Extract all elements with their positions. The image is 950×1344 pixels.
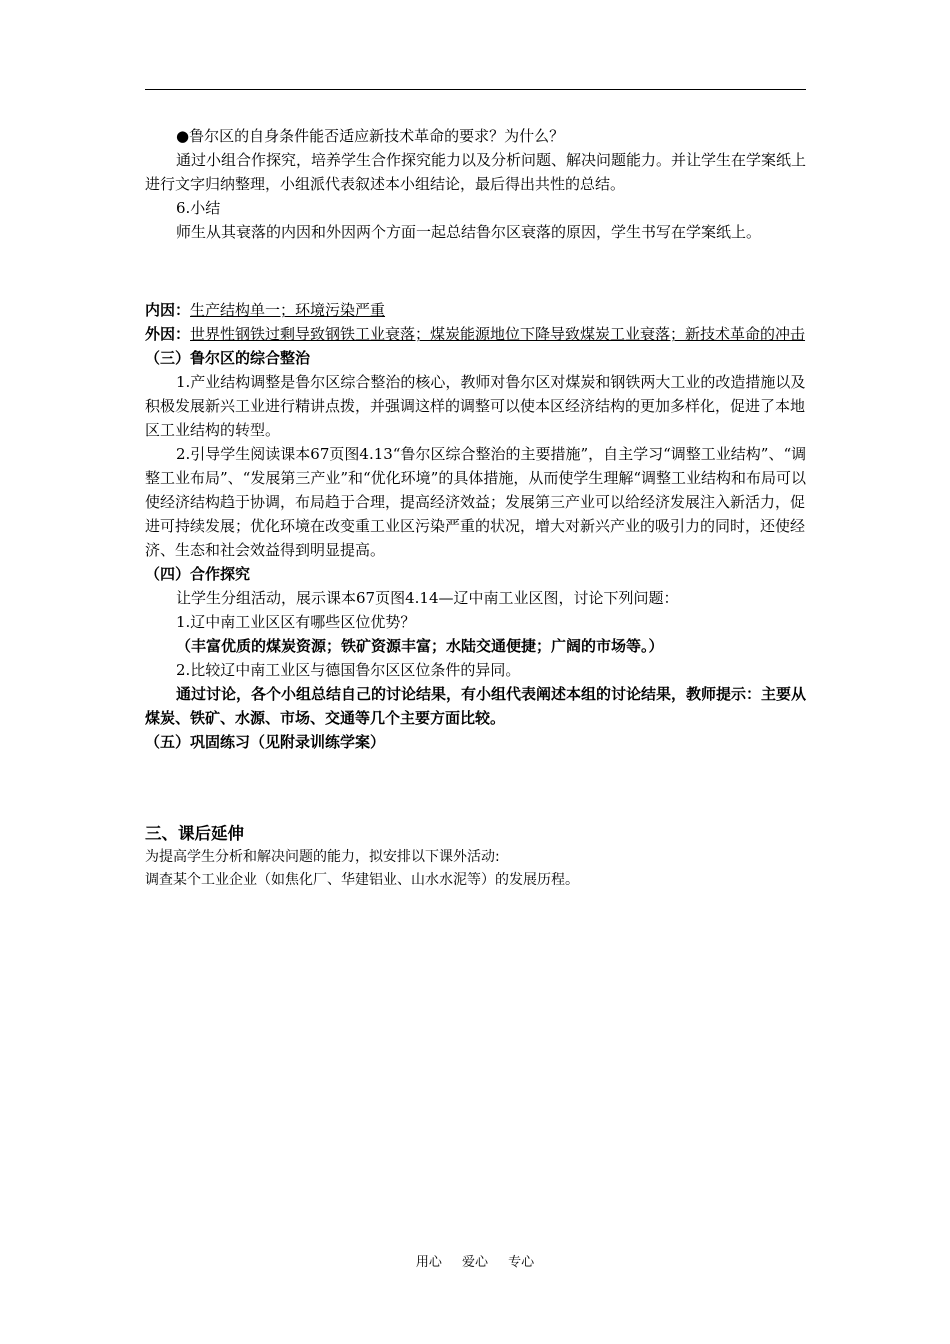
outer-cause-label: 外因： [145,325,191,343]
section-four-intro: 让学生分组活动，展示课本67页图4.14—辽中南工业区图，讨论下列问题： [176,589,679,607]
intro-section [145,124,807,244]
question-text: ●鲁尔区的自身条件能否适应新技术革命的要求？为什么？ [176,127,565,145]
footer-word-1: 用心 [415,1255,442,1270]
inner-cause [145,298,807,322]
answer-1: （丰富优质的煤炭资源；铁矿资源丰富；水陆交通便捷；广阔的市场等。） [176,637,664,655]
header-rule [145,89,806,90]
after-class-line1: 为提高学生分析和解决问题的能力，拟安排以下课外活动: [145,849,500,865]
section-three-p1: 1.产业结构调整是鲁尔区综合整治的核心，教师对鲁尔区对煤炭和钢铁两大工业的改造措施以及积极发展新兴工业进行精讲点拨，并强调这样的调整可以使本区经济结构的更加多样化，促进了本地区工业结构的转型。 [145,373,806,439]
footer-word-2: 爱心 [461,1255,488,1270]
section-three-heading: （三）鲁尔区的综合整治 [145,349,311,367]
outer-cause [145,322,807,346]
discussion-text: 通过讨论，各个小组总结自己的讨论结果，有小组代表阐述本组的讨论结果，教师提示：主要从煤炭、铁矿、水源、市场、交通等几个主要方面比较。 [145,685,807,727]
causes-section [145,298,807,754]
question-2: 2.比较辽中南工业区与德国鲁尔区区位条件的异同。 [176,661,521,679]
section-four-heading: （四）合作探究 [145,565,251,583]
outer-cause-text: 世界性钢铁过剩导致钢铁工业衰落；煤炭能源地位下降导致煤炭工业衰落；新技术革命的冲击 [190,325,806,343]
inner-cause-text: 生产结构单一；环境污染严重 [190,301,386,319]
summary-heading: 6.小结 [176,199,221,217]
footer-word-3: 专心 [508,1255,535,1270]
section-three-p2: 2.引导学生阅读课本67页图4.13“鲁尔区综合整治的主要措施”，自主学习“调整工业结构”、“调整工业布局”、“发展第三产业”和“优化环境”的具体措施，从而使学生理解“调整工业结构和布局可以使经济结构趋于协调，布局趋于合理，提高经济效益；发展第三产业可以给经济发展注入新活力，促进可持续发展；优化环境在改变重工业区污染严重的状况，增大对新兴产业的吸引力的同时，还使经济、生态和社会效益得到明显提高。 [145,445,807,559]
question-1: 1.辽中南工业区区有哪些区位优势？ [176,613,416,631]
section-five-heading: （五）巩固练习（见附录训练学案） [145,733,386,751]
after-class-section [145,822,807,892]
page-footer [0,1251,950,1270]
summary-text: 师生从其衰落的内因和外因两个方面一起总结鲁尔区衰落的原因，学生书写在学案纸上。 [176,223,762,241]
explore-text: 通过小组合作探究，培养学生合作探究能力以及分析问题、解决问题能力。并让学生在学案纸上进行文字归纳整理，小组派代表叙述本小组结论，最后得出共性的总结。 [145,151,807,193]
inner-cause-label: 内因： [145,301,191,319]
after-class-heading: 三、课后延伸 [145,824,244,843]
after-class-line2: 调查某个工业企业（如焦化厂、华建铝业、山水水泥等）的发展历程。 [145,872,579,888]
